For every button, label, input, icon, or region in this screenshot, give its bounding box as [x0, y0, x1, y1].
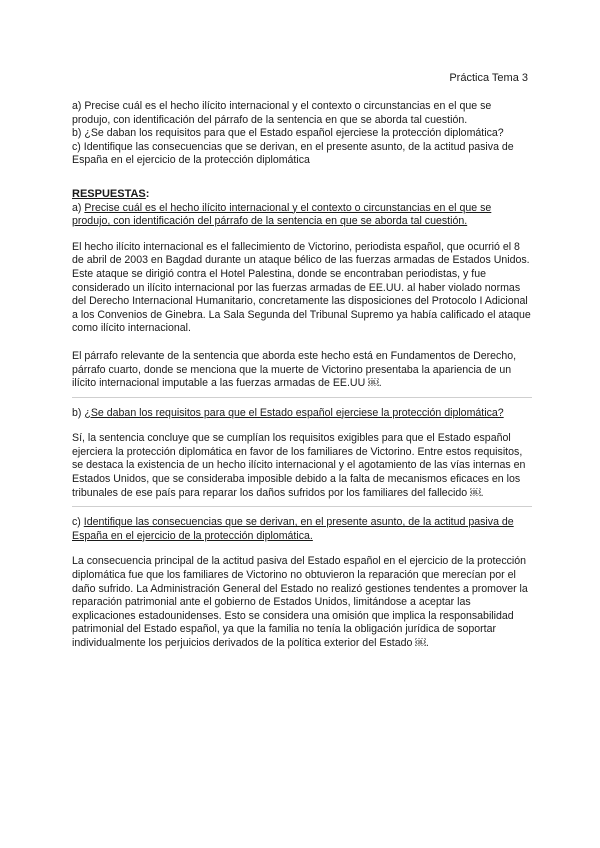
question-b: b) ¿Se daban los requisitos para que el Estado español ejerciese la protección diplomática? — [72, 127, 504, 140]
answer-a-heading-text: Precise cuál es el hecho ilícito internacional y el contexto o circunstancias en el que se produjo, con identificación del párrafo de la sentencia en que se aborda tal cuestión. — [72, 201, 492, 228]
answer-a-heading — [72, 202, 532, 229]
answer-b-prefix: b) — [72, 406, 85, 419]
answer-a-prefix: a) — [72, 201, 85, 214]
answer-a-paragraph-1: El hecho ilícito internacional es el fallecimiento de Victorino, periodista español, que ocurrió el 8 de abril de 2003 en Bagdad durante un ataque bélico de las fuerzas armadas de Estados Unidos. Este ataque se dirigió contra el Hotel Palestina, donde se encontraban periodistas, y fue considerado un ilícito internacional por las fuerzas armadas de EE.UU. al haber violado normas del Derecho Internacional Humanitario, concretamente las disposiciones del Protocolo I Adicional a los Convenios de Ginebra. La Sala Segunda del Tribunal Supremo ya había calificado el ataque como ilícito internacional. — [72, 240, 531, 335]
answer-b-paragraph-1: Sí, la sentencia concluye que se cumplían los requisitos exigibles para que el Estado español ejerciera la protección diplomática en favor de los familiares de Victorino. Entre estos requisitos, se destaca la existencia de un hecho ilícito internacional y el agotamiento de las vías internas en Estados Unidos, que se consideraba imposible debido a la falta de mecanismos eficaces en los tribunales de ese país para reparar los daños sufridos por los familiares del fallecido ￼. — [72, 432, 526, 499]
page-header-title: Práctica Tema 3 — [449, 72, 528, 84]
answer-c-heading-text: Identifique las consecuencias que se derivan, en el presente asunto, de la actitud pasiva de España en el ejercicio de la protección diplomática. — [72, 516, 514, 542]
document-body — [72, 100, 532, 665]
respuestas-colon: : — [145, 187, 150, 200]
answer-b-heading-text: ¿Se daban los requisitos para que el Estado español ejerciese la protección diplomática? — [84, 406, 504, 419]
question-c: c) Identifique las consecuencias que se derivan, en el presente asunto, de la actitud pasiva de España en el ejercicio de la protección diplomática — [72, 140, 514, 167]
answer-c-prefix: c) — [72, 516, 84, 529]
answer-b-heading — [72, 407, 532, 421]
section-divider — [72, 506, 532, 507]
answer-a-paragraph-2: El párrafo relevante de la sentencia que aborda este hecho está en Fundamentos de Derecho, párrafo cuarto, donde se menciona que la muerte de Victorino presentaba la apariencia de un ilícito internacional imputable a las fuerzas armadas de EE.UU ￼. — [72, 349, 517, 390]
answer-c-heading — [72, 516, 532, 543]
question-a: a) Precise cuál es el hecho ilícito internacional y el contexto o circunstancias en el que se produjo, con identificación del párrafo de la sentencia en que se aborda tal cuestión. — [72, 100, 492, 126]
respuestas-title: RESPUESTAS — [72, 187, 146, 200]
questions-block — [72, 100, 532, 168]
answer-c-paragraph-1: La consecuencia principal de la actitud pasiva del Estado español en el ejercicio de la protección diplomática fue que los familiares de Victorino no obtuvieron la reparación que merecían por el daño sufrido. La Administración General del Estado no realizó gestiones tendentes a promover la reparación patrimonial ante el gobierno de Estados Unidos, limitándose a aceptar las explicaciones estadounidenses. Esto se considera una omisión que implica la responsabilidad patrimonial del Estado español, ya que la familia no tenía la obligación jurídica de soportar individualmente los perjuicios derivados de la política exterior del Estado ￼. — [72, 555, 528, 649]
respuestas-heading — [72, 188, 532, 202]
section-divider — [72, 397, 532, 398]
